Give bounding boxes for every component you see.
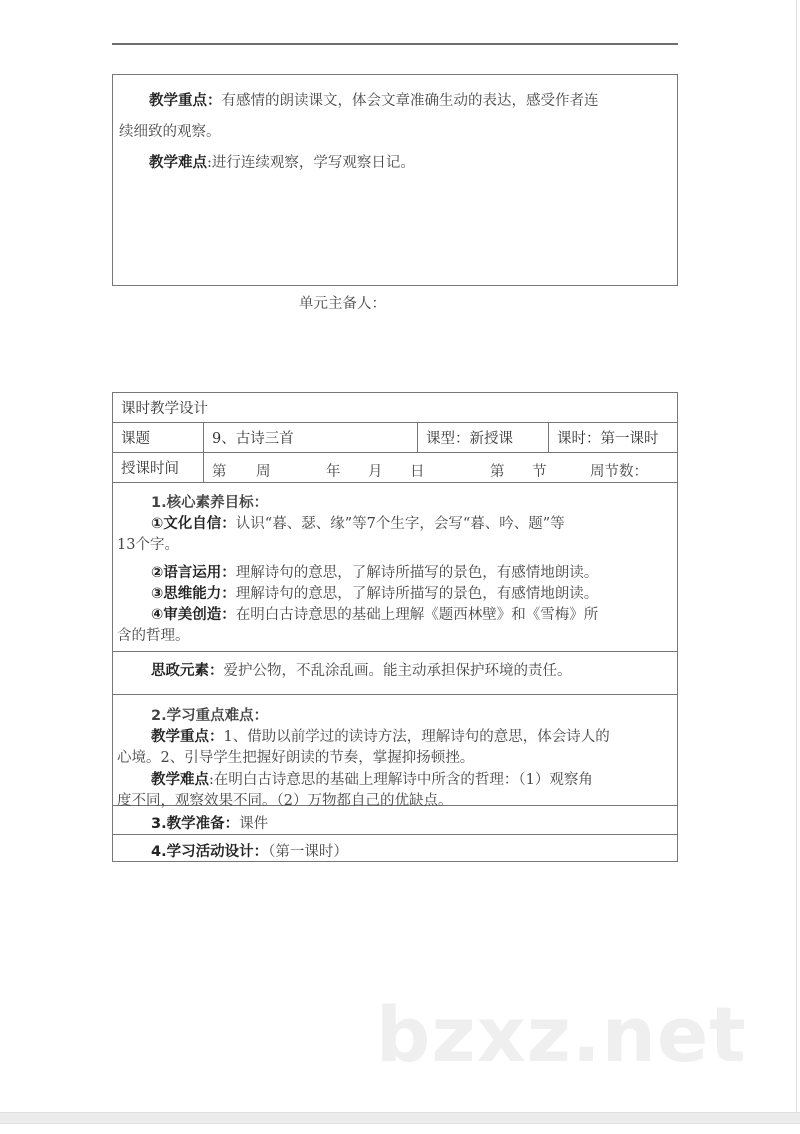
goals-cell: 1.核心素养目标： ①文化自信：认识“暮、瑟、缘”等7个生字，会写“暮、吟、题”等 13个字。 ②语言运用：理解诗句的意思，了解诗所描写的景色，有感情地朗读。 ③思维能力：理解诗句的意思，了解诗所描写的景色，有感情地朗读。 ④审美创造：在明白古诗意思的基础上理解《题西林壁》和《雪梅》所 含的哲理。 bbox=[113, 483, 678, 652]
unit-focus-box bbox=[112, 74, 678, 286]
unit-key-point-cont: 续细致的观察。 bbox=[119, 124, 221, 140]
keypoints-cell: 2.学习重点难点： 教学重点：1、借助以前学过的读诗方法，理解诗句的意思，体会诗人的 心境。2、引导学生把握好朗读的节奏，掌握抑扬顿挫。 教学难点:在明白古诗意思的基础上理解诗中所含的哲理：（1）观察角 度不同，观察效果不同。（2）万物都自己的优缺点。 bbox=[113, 695, 678, 806]
page-edge bbox=[796, 0, 797, 1112]
topic-label: 课题 bbox=[113, 423, 204, 453]
time-label: 授课时间 bbox=[113, 453, 204, 483]
ideology-cell: 思政元素：爱护公物，不乱涂乱画。能主动承担保护环境的责任。 bbox=[113, 652, 678, 695]
lesson-period: 课时：第一课时 bbox=[549, 423, 678, 453]
time-fields: 第 周 年 月 日 第 节 周节数： bbox=[204, 453, 678, 483]
unit-signer-label: 单元主备人： bbox=[299, 296, 386, 312]
page-separator bbox=[0, 1112, 800, 1124]
lesson-design-table bbox=[112, 392, 678, 862]
preparation-cell: 3.教学准备：课件 bbox=[113, 806, 678, 835]
lesson-type: 课型：新授课 bbox=[418, 423, 549, 453]
topic-value: 9、古诗三首 bbox=[204, 423, 418, 453]
table-title: 课时教学设计 bbox=[113, 393, 678, 423]
header-rule bbox=[112, 43, 678, 45]
watermark: bzxz.net bbox=[376, 990, 747, 1079]
unit-key-point: 教学重点：有感情的朗读课文，体会文章准确生动的表达，感受作者连 bbox=[149, 93, 599, 109]
activity-cell: 4.学习活动设计：（第一课时） bbox=[113, 835, 678, 862]
unit-difficulty: 教学难点:进行连续观察，学写观察日记。 bbox=[149, 155, 415, 171]
